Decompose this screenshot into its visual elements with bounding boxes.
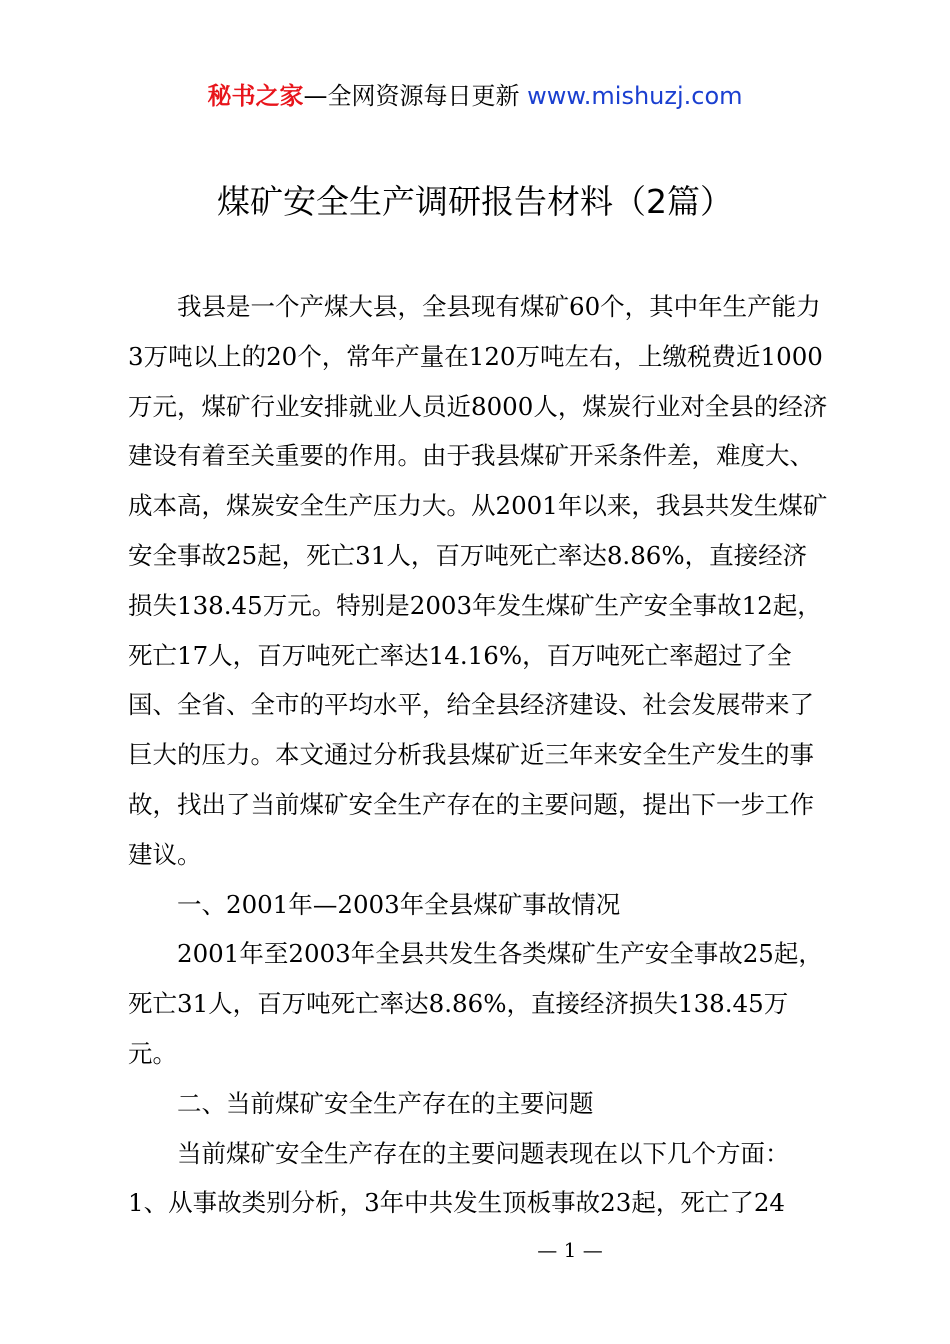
- document-title: 煤矿安全生产调研报告材料（2篇）: [217, 182, 733, 221]
- document-body: [128, 282, 830, 1228]
- body-paragraph: 当前煤矿安全生产存在的主要问题表现在以下几个方面：: [177, 1138, 790, 1168]
- site-header: [0, 80, 950, 112]
- section-heading: 一、2001年—2003年全县煤矿事故情况: [177, 889, 621, 919]
- body-paragraph: 2001年至2003年全县共发生各类煤矿生产安全事故25起，死亡31人，百万吨死亡率达8.86%，直接经济损失138.45万元。: [128, 939, 823, 1068]
- body-paragraph: 1、从事故类别分析，3年中共发生顶板事故23起，死亡了24: [128, 1188, 786, 1218]
- page-number: — 1 —: [537, 1238, 603, 1262]
- site-tagline: —全网资源每日更新: [303, 82, 520, 110]
- section-heading: 二、当前煤矿安全生产存在的主要问题: [177, 1088, 594, 1118]
- site-brand: 秘书之家: [207, 82, 304, 110]
- site-url-link[interactable]: www.mishuzj.com: [527, 82, 743, 110]
- body-paragraph: 我县是一个产煤大县，全县现有煤矿60个，其中年生产能力3万吨以上的20个，常年产量在120万吨左右，上缴税费近1000万元，煤矿行业安排就业人员近8000人，煤炭行业对全县的经济建设有着至关重要的作用。由于我县煤矿开采条件差，难度大、成本高，煤炭安全生产压力大。从2001年以来，我县共发生煤矿安全事故25起，死亡31人，百万吨死亡率达8.86%，直接经济损失138.45万元。特别是2003年发生煤矿生产安全事故12起，死亡17人，百万吨死亡率达14.16%，百万吨死亡率超过了全国、全省、全市的平均水平，给全县经济建设、社会发展带来了巨大的压力。本文通过分析我县煤矿近三年来安全生产发生的事故，找出了当前煤矿安全生产存在的主要问题，提出下一步工作建议。: [128, 292, 828, 869]
